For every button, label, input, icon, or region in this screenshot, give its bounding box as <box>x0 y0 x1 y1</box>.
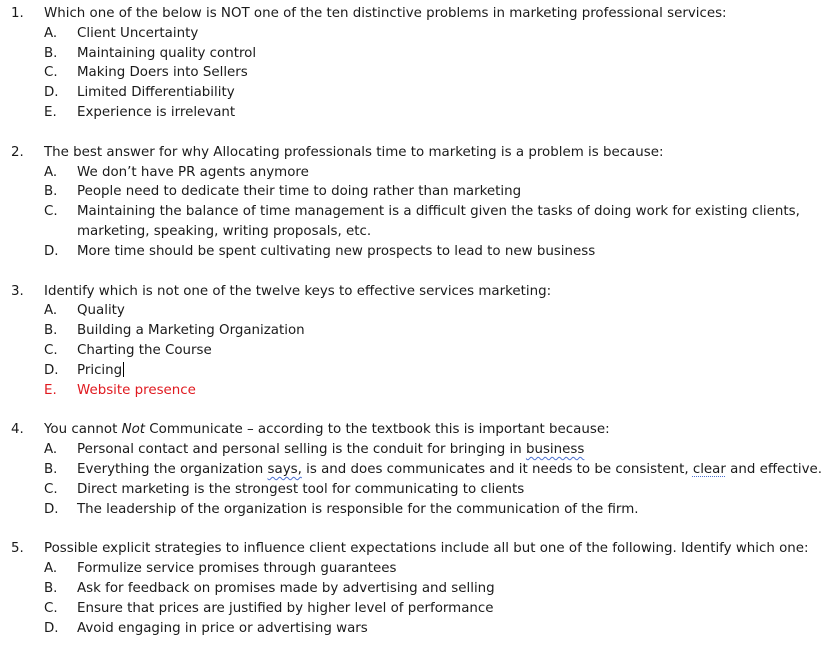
question-stem <box>0 143 830 163</box>
option-text: We don’t have PR agents anymore <box>77 164 309 180</box>
text-cursor <box>123 362 124 377</box>
option-letter: A. <box>44 442 58 458</box>
option-b <box>0 460 830 480</box>
option-d <box>0 242 830 262</box>
option-letter: C. <box>44 600 58 616</box>
option-text: People need to dedicate their time to doing rather than marketing <box>77 184 522 200</box>
option-a <box>0 440 830 460</box>
grammar-flagged-word[interactable]: clear <box>692 461 726 477</box>
option-text: More time should be spent cultivating new prospects to lead to new business <box>77 243 596 259</box>
question-number: 2. <box>11 144 24 160</box>
question-stem <box>0 539 830 559</box>
question-4 <box>0 420 830 519</box>
option-d <box>0 500 830 520</box>
option-letter: C. <box>44 65 58 81</box>
option-letter: B. <box>44 45 58 61</box>
option-letter: D. <box>44 620 59 636</box>
option-c <box>0 202 830 222</box>
option-text <box>77 440 584 460</box>
option-letter: E. <box>44 104 57 120</box>
option-text: Pricing <box>77 362 123 378</box>
option-c <box>0 480 830 500</box>
option-b <box>0 579 830 599</box>
option-text <box>77 460 822 480</box>
option-text: Avoid engaging in price or advertising wars <box>77 620 368 636</box>
spelling-flagged-word[interactable]: business <box>525 442 585 458</box>
option-text: Website presence <box>77 382 196 398</box>
option-text-middle: is and does communicates and it needs to be consistent, <box>301 461 693 477</box>
option-a <box>0 24 830 44</box>
option-letter: A. <box>44 561 58 577</box>
document-page[interactable] <box>0 4 830 658</box>
option-letter: B. <box>44 323 58 339</box>
question-text-start: You cannot <box>44 422 122 438</box>
option-text: Maintaining quality control <box>77 45 257 61</box>
option-text: Building a Marketing Organization <box>77 323 305 339</box>
option-text: Quality <box>77 303 125 319</box>
question-text: Identify which is not one of the twelve keys to effective services marketing: <box>44 283 552 299</box>
question-text: Possible explicit strategies to influence client expectations include all but one of the following. Identify which one: <box>44 541 809 557</box>
option-b <box>0 182 830 202</box>
option-letter: D. <box>44 362 59 378</box>
question-text-emphasis: Not <box>121 422 146 438</box>
option-d <box>0 619 830 639</box>
option-c <box>0 63 830 83</box>
option-text-wrapper <box>77 361 124 381</box>
option-text: Maintaining the balance of time management is a difficult given the tasks of doing work for existing clients, <box>77 204 800 220</box>
option-letter: C. <box>44 481 58 497</box>
option-text: Making Doers into Sellers <box>77 65 248 81</box>
option-letter: D. <box>44 243 59 259</box>
option-text: Client Uncertainty <box>77 25 199 41</box>
question-stem <box>0 4 830 24</box>
question-5 <box>0 539 830 638</box>
option-d <box>0 83 830 103</box>
option-text: Limited Differentiability <box>77 85 235 101</box>
question-number: 3. <box>11 283 24 299</box>
option-letter: D. <box>44 501 59 517</box>
grammar-flagged-word[interactable]: says, <box>267 461 302 477</box>
question-text-end: Communicate – according to the textbook this is important because: <box>145 422 610 438</box>
option-b <box>0 321 830 341</box>
question-stem <box>0 420 830 440</box>
option-letter: E. <box>44 382 57 398</box>
option-letter: A. <box>44 25 58 41</box>
option-text: Ensure that prices are justified by higher level of performance <box>77 600 494 616</box>
option-letter: A. <box>44 303 58 319</box>
option-text: Ask for feedback on promises made by advertising and selling <box>77 580 495 596</box>
option-text: The leadership of the organization is responsible for the communication of the firm. <box>77 501 639 517</box>
option-c-continuation <box>0 222 830 242</box>
option-text: Experience is irrelevant <box>77 104 236 120</box>
question-number: 1. <box>11 6 24 21</box>
question-2 <box>0 143 830 262</box>
option-text: Charting the Course <box>77 342 212 358</box>
option-text: Direct marketing is the strongest tool for communicating to clients <box>77 481 525 497</box>
option-c <box>0 341 830 361</box>
option-c <box>0 599 830 619</box>
option-text-start: Everything the organization <box>77 461 268 477</box>
option-text-start: Personal contact and personal selling is the conduit for bringing in <box>77 442 526 458</box>
option-letter: B. <box>44 580 58 596</box>
option-text-end: and effective. <box>725 461 823 477</box>
question-stem <box>0 282 830 302</box>
option-a <box>0 301 830 321</box>
option-letter: D. <box>44 85 59 101</box>
question-1 <box>0 4 830 123</box>
option-text: Formulize service promises through guarantees <box>77 561 397 577</box>
question-text: Which one of the below is NOT one of the ten distinctive problems in marketing professional services: <box>44 6 727 21</box>
option-text-continuation: marketing, speaking, writing proposals, etc. <box>77 223 372 239</box>
question-3 <box>0 282 830 401</box>
question-number: 4. <box>11 422 24 438</box>
option-letter: C. <box>44 204 58 220</box>
option-b <box>0 44 830 64</box>
option-letter: A. <box>44 164 58 180</box>
option-d <box>0 361 830 381</box>
question-number: 5. <box>11 541 24 557</box>
option-letter: B. <box>44 461 58 477</box>
question-text: The best answer for why Allocating professionals time to marketing is a problem is because: <box>44 144 664 160</box>
option-letter: B. <box>44 184 58 200</box>
option-a <box>0 559 830 579</box>
option-letter: C. <box>44 342 58 358</box>
option-e-highlighted-answer <box>0 381 830 401</box>
option-e <box>0 103 830 123</box>
option-a <box>0 163 830 183</box>
question-text <box>44 420 610 440</box>
